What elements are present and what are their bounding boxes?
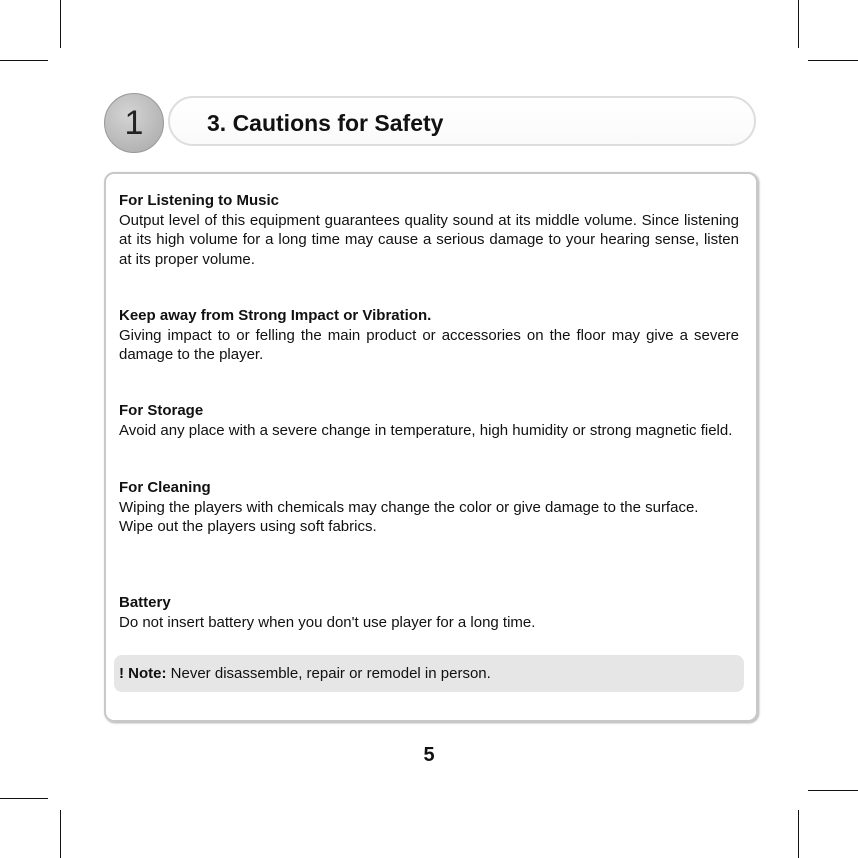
section-heading: For Listening to Music	[119, 192, 279, 209]
note-text: Never disassemble, repair or remodel in person.	[166, 665, 491, 682]
section-heading: For Cleaning	[119, 479, 211, 496]
note-label: ! Note:	[119, 665, 167, 682]
section-cleaning	[119, 478, 739, 537]
section-body: Wipe out the players using soft fabrics.	[119, 518, 377, 535]
section-body: Avoid any place with a severe change in temperature, high humidity or strong magnetic field.	[119, 421, 733, 439]
section-heading: For Storage	[119, 402, 204, 419]
page-title: 3. Cautions for Safety	[207, 110, 444, 136]
crop-mark	[0, 60, 48, 61]
section-listening	[119, 191, 739, 269]
crop-mark	[798, 0, 799, 48]
section-storage	[119, 401, 739, 440]
section-body: Wiping the players with chemicals may change the color or give damage to the surface.	[119, 498, 699, 516]
note-box	[114, 655, 744, 692]
crop-mark	[808, 60, 858, 61]
section-heading: Keep away from Strong Impact or Vibration.	[119, 307, 432, 324]
section-body: Giving impact to or felling the main product or accessories on the floor may give a severe damage to the player.	[119, 326, 739, 363]
page-number: 5	[423, 744, 435, 766]
crop-mark	[60, 810, 61, 858]
crop-mark	[60, 0, 61, 48]
section-battery	[119, 593, 739, 632]
crop-mark	[0, 798, 48, 799]
section-body: Output level of this equipment guarantees quality sound at its middle volume. Since listening at its high volume for a long time may cause a serious damage to your hearing sense, listen at its proper volume.	[119, 211, 739, 268]
section-impact	[119, 306, 739, 365]
crop-mark	[808, 790, 858, 791]
crop-mark	[798, 810, 799, 858]
section-body: Do not insert battery when you don't use player for a long time.	[119, 613, 536, 631]
section-heading: Battery	[119, 594, 171, 611]
chapter-number-badge: 1	[104, 93, 164, 153]
